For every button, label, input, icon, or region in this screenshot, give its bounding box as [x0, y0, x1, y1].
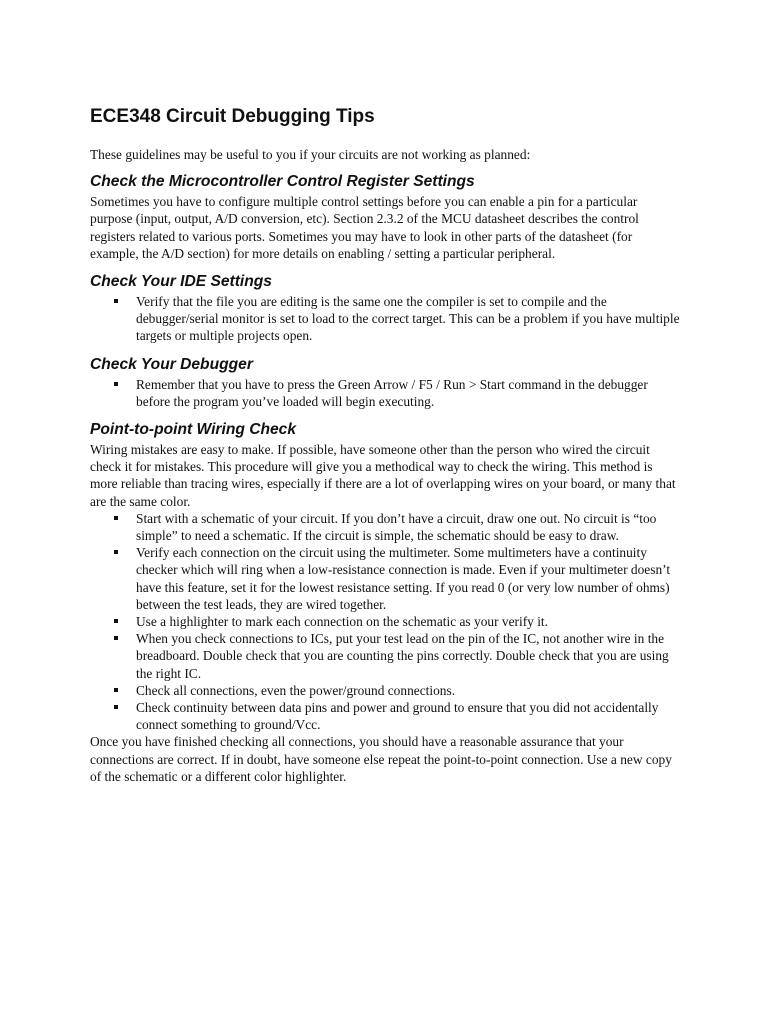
intro-paragraph: These guidelines may be useful to you if your circuits are not working as planned: — [90, 147, 531, 162]
list-item-text: Check all connections, even the power/ground connections. — [136, 682, 456, 698]
bullet-list — [90, 376, 680, 410]
list-item — [90, 376, 680, 410]
list-item — [90, 630, 680, 682]
section-heading: Check Your Debugger — [90, 355, 253, 373]
section-paragraph: Wiring mistakes are easy to make. If possible, have someone other than the person who wired the circuit check it for mistakes. This procedure will give you a methodical way to check the wiring. This method is more reliable than tracing wires, especially if there are a lot of overlapping wires on your board, or many that are the same color. — [90, 442, 676, 509]
section-heading: Point-to-point Wiring Check — [90, 421, 297, 439]
section-paragraph: Sometimes you have to configure multiple control settings before you can enable a pin for a particular purpose (input, output, A/D conversion, etc). Section 2.3.2 of the MCU datasheet describes the control registers related to various ports. Sometimes you may have to look in other parts of the datasheet (for example, the A/D section) for more details on enabling / setting a particular peripheral. — [90, 194, 639, 261]
bullet-list — [90, 510, 680, 734]
list-item — [90, 682, 680, 699]
list-item — [90, 699, 680, 733]
list-item-text: Remember that you have to press the Green Arrow / F5 / Run > Start command in the debugger before the program you’ve loaded will begin executing. — [136, 376, 648, 409]
list-item — [90, 510, 680, 544]
list-item — [90, 544, 680, 613]
list-item — [90, 293, 680, 345]
section-heading: Check Your IDE Settings — [90, 273, 272, 291]
list-item — [90, 613, 680, 630]
section-debugger — [90, 355, 680, 410]
document-title: ECE348 Circuit Debugging Tips — [90, 106, 375, 127]
bullet-list — [90, 293, 680, 345]
list-item-text: Check continuity between data pins and power and ground to ensure that you did not accidentally connect something to ground/Vcc. — [136, 700, 659, 733]
document-page — [90, 105, 680, 795]
list-item-text: Use a highlighter to mark each connection on the schematic as your verify it. — [136, 614, 548, 630]
closing-paragraph: Once you have finished checking all connections, you should have a reasonable assurance that your connections are correct. If in doubt, have someone else repeat the point-to-point connection. Use a new copy of the schematic or a different color highlighter. — [90, 734, 672, 784]
list-item-text: Start with a schematic of your circuit. If you don’t have a circuit, draw one out. No circuit is “too simple” to need a schematic. If the circuit is simple, the schematic should be easy to draw. — [136, 510, 657, 544]
list-item-text: When you check connections to ICs, put your test lead on the pin of the IC, not another wire in the breadboard. Double check that you are counting the pins correctly. Double check that you are using the right IC. — [136, 631, 669, 681]
section-wiring-check — [90, 420, 680, 785]
section-heading: Check the Microcontroller Control Register Settings — [90, 173, 475, 191]
section-ide-settings — [90, 272, 680, 345]
list-item-text: Verify that the file you are editing is the same one the compiler is set to compile and the debugger/serial monitor is set to load to the correct target. This can be a problem if you have multiple targets or multiple projects open. — [136, 294, 680, 344]
section-register-settings — [90, 172, 680, 262]
list-item-text: Verify each connection on the circuit using the multimeter. Some multimeters have a continuity checker which will ring when a low-resistance connection is made. Even if your multimeter doesn’t have this feature, set it for the lowest resistance setting. If you read 0 (or very low number of ohms) between the test leads, they are wired together. — [136, 545, 671, 612]
